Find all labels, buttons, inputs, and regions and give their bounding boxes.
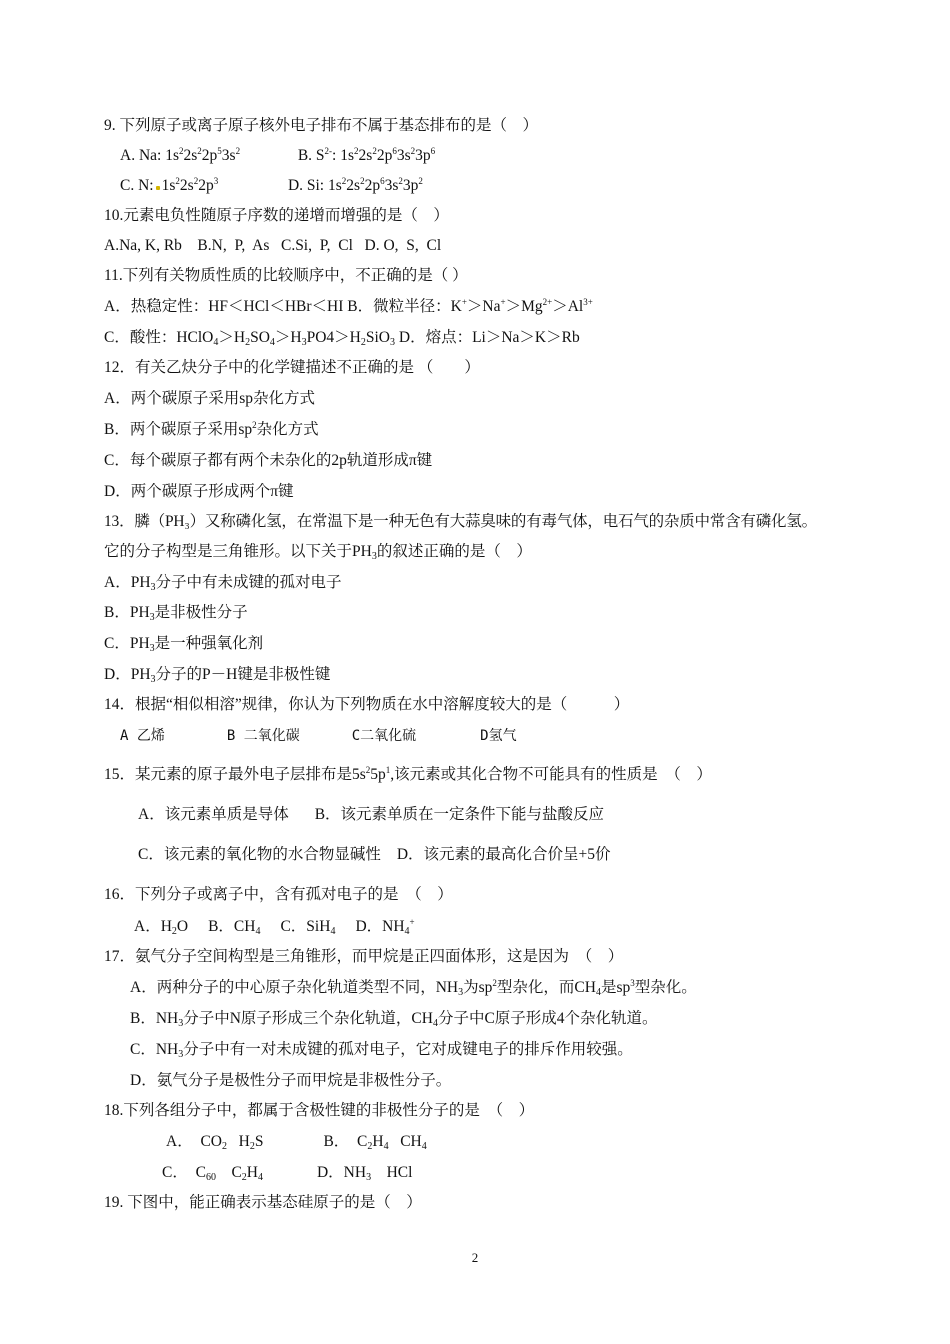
q10-stem: 10.元素电负性随原子序数的递增而增强的是（ ） — [104, 207, 449, 224]
stray-mark — [156, 186, 160, 190]
q10-options: A.Na, K, Rb B.N, P, As C.Si, P, Cl D. O, S, Cl — [104, 237, 442, 254]
q13-stem-1: 13．膦（PH₃）又称磷化氢，在常温下是一种无色有大蒜臭味的有毒气体，电石气的杂质中常含有磷化氢。 — [104, 513, 817, 530]
q12-option-c: C．每个碳原子都有两个未杂化的2p轨道形成π键 — [104, 452, 433, 469]
q17-option-d: D．氨气分子是极性分子而甲烷是非极性分子。 — [130, 1072, 452, 1089]
page-number: 2 — [471, 1250, 479, 1265]
q18-options-cd: C． $C_{60}$ $C_2H_4$ D．$NH_3$ HCl — [162, 1164, 413, 1183]
q15-options-ab: A．该元素单质是导体 B．该元素单质在一定条件下能与盐酸反应 — [138, 806, 605, 823]
q18-stem: 18.下列各组分子中，都属于含极性键的非极性分子的是 （ ） — [104, 1102, 535, 1119]
q9-options-cd: C. N: $1s^22s^22p^3$ D. Si: $1s^22s^22p^63s^23p^2$ — [120, 176, 423, 194]
q14-options: A 乙烯 B 二氧化碳 C二氧化硫 D氢气 — [120, 728, 517, 744]
q13-option-a: A．$PH_3$分子中有未成键的孤对电子 — [104, 574, 342, 593]
q17-option-c: C．$NH_3$分子中有一对未成键的孤对电子，它对成键电子的排斥作用较强。 — [130, 1041, 633, 1060]
q11-stem: 11.下列有关物质性质的比较顺序中，不正确的是（ ） — [104, 267, 468, 284]
q12-stem: 12．有关乙炔分子中的化学键描述不正确的是 （ ） — [104, 359, 480, 376]
q13-stem-2: 它的分子构型是三角锥形。以下关于$PH_3$的叙述正确的是（ ） — [104, 543, 532, 562]
q16-stem: 16．下列分子或离子中，含有孤对电子的是 （ ） — [104, 886, 453, 903]
q14-stem: 14．根据“相似相溶”规律，你认为下列物质在水中溶解度较大的是（ ） — [104, 696, 630, 713]
q15-options-cd: C．该元素的氧化物的水合物显碱性 D．该元素的最高化合价呈+5价 — [138, 846, 611, 863]
q9-options-ab: A. Na: $1s^22s^22p^53s^2$ B. $S^{2-}$: $1s^22s^22p^63s^23p^6$ — [120, 146, 436, 164]
q12-option-a: A．两个碳原子采用sp杂化方式 — [104, 390, 315, 407]
q12-option-d: D．两个碳原子形成两个π键 — [104, 483, 294, 500]
q9-stem: 9. 下列原子或离子原子核外电子排布不属于基态排布的是（ ） — [104, 117, 539, 134]
q17-stem: 17．氨气分子空间构型是三角锥形，而甲烷是正四面体形，这是因为 （ ） — [104, 948, 624, 965]
q17-option-b: B．$NH_3$分子中N原子形成三个杂化轨道，$CH_4$分子中C原子形成4个杂化轨道。 — [130, 1010, 658, 1029]
q15-stem: 15．某元素的原子最外电子层排布是$5s^25p^1$,该元素或其化合物不可能具有的性质是 （ ） — [104, 765, 712, 783]
q13-option-c: C．$PH_3$是一种强氧化剂 — [104, 635, 264, 654]
q18-options-ab: A． $CO_2$ $H_2S$ B． $C_2H_4$ $CH_4$ — [166, 1133, 427, 1152]
q11-options-cd: C．酸性：$HClO_4>H_2SO_4>H_3PO4>H_2SiO_3$ D．熔点：Li＞Na＞K＞Rb — [104, 329, 580, 348]
q16-options: A．$H_2O$ B．$CH_4$ C．SiH$_4$ D．$NH_4^+$ — [134, 917, 415, 937]
q19-stem: 19. 下图中，能正确表示基态硅原子的是（ ） — [104, 1194, 422, 1211]
q13-option-b: B．$PH_3$是非极性分子 — [104, 604, 248, 623]
q11-options-ab: A．热稳定性：HF＜HCl＜HBr＜HI B．微粒半径：$K^+>Na^+>Mg^{2+}>Al^{3+}$ — [104, 297, 593, 315]
q17-option-a: A．两种分子的中心原子杂化轨道类型不同，$NH_3$为$sp^2$型杂化，而$CH_4$是$sp^3$型杂化。 — [130, 978, 697, 998]
q12-option-b: B．两个碳原子采用$sp^2$杂化方式 — [104, 420, 319, 438]
q13-option-d: D．$PH_3$分子的P－H键是非极性键 — [104, 666, 331, 685]
